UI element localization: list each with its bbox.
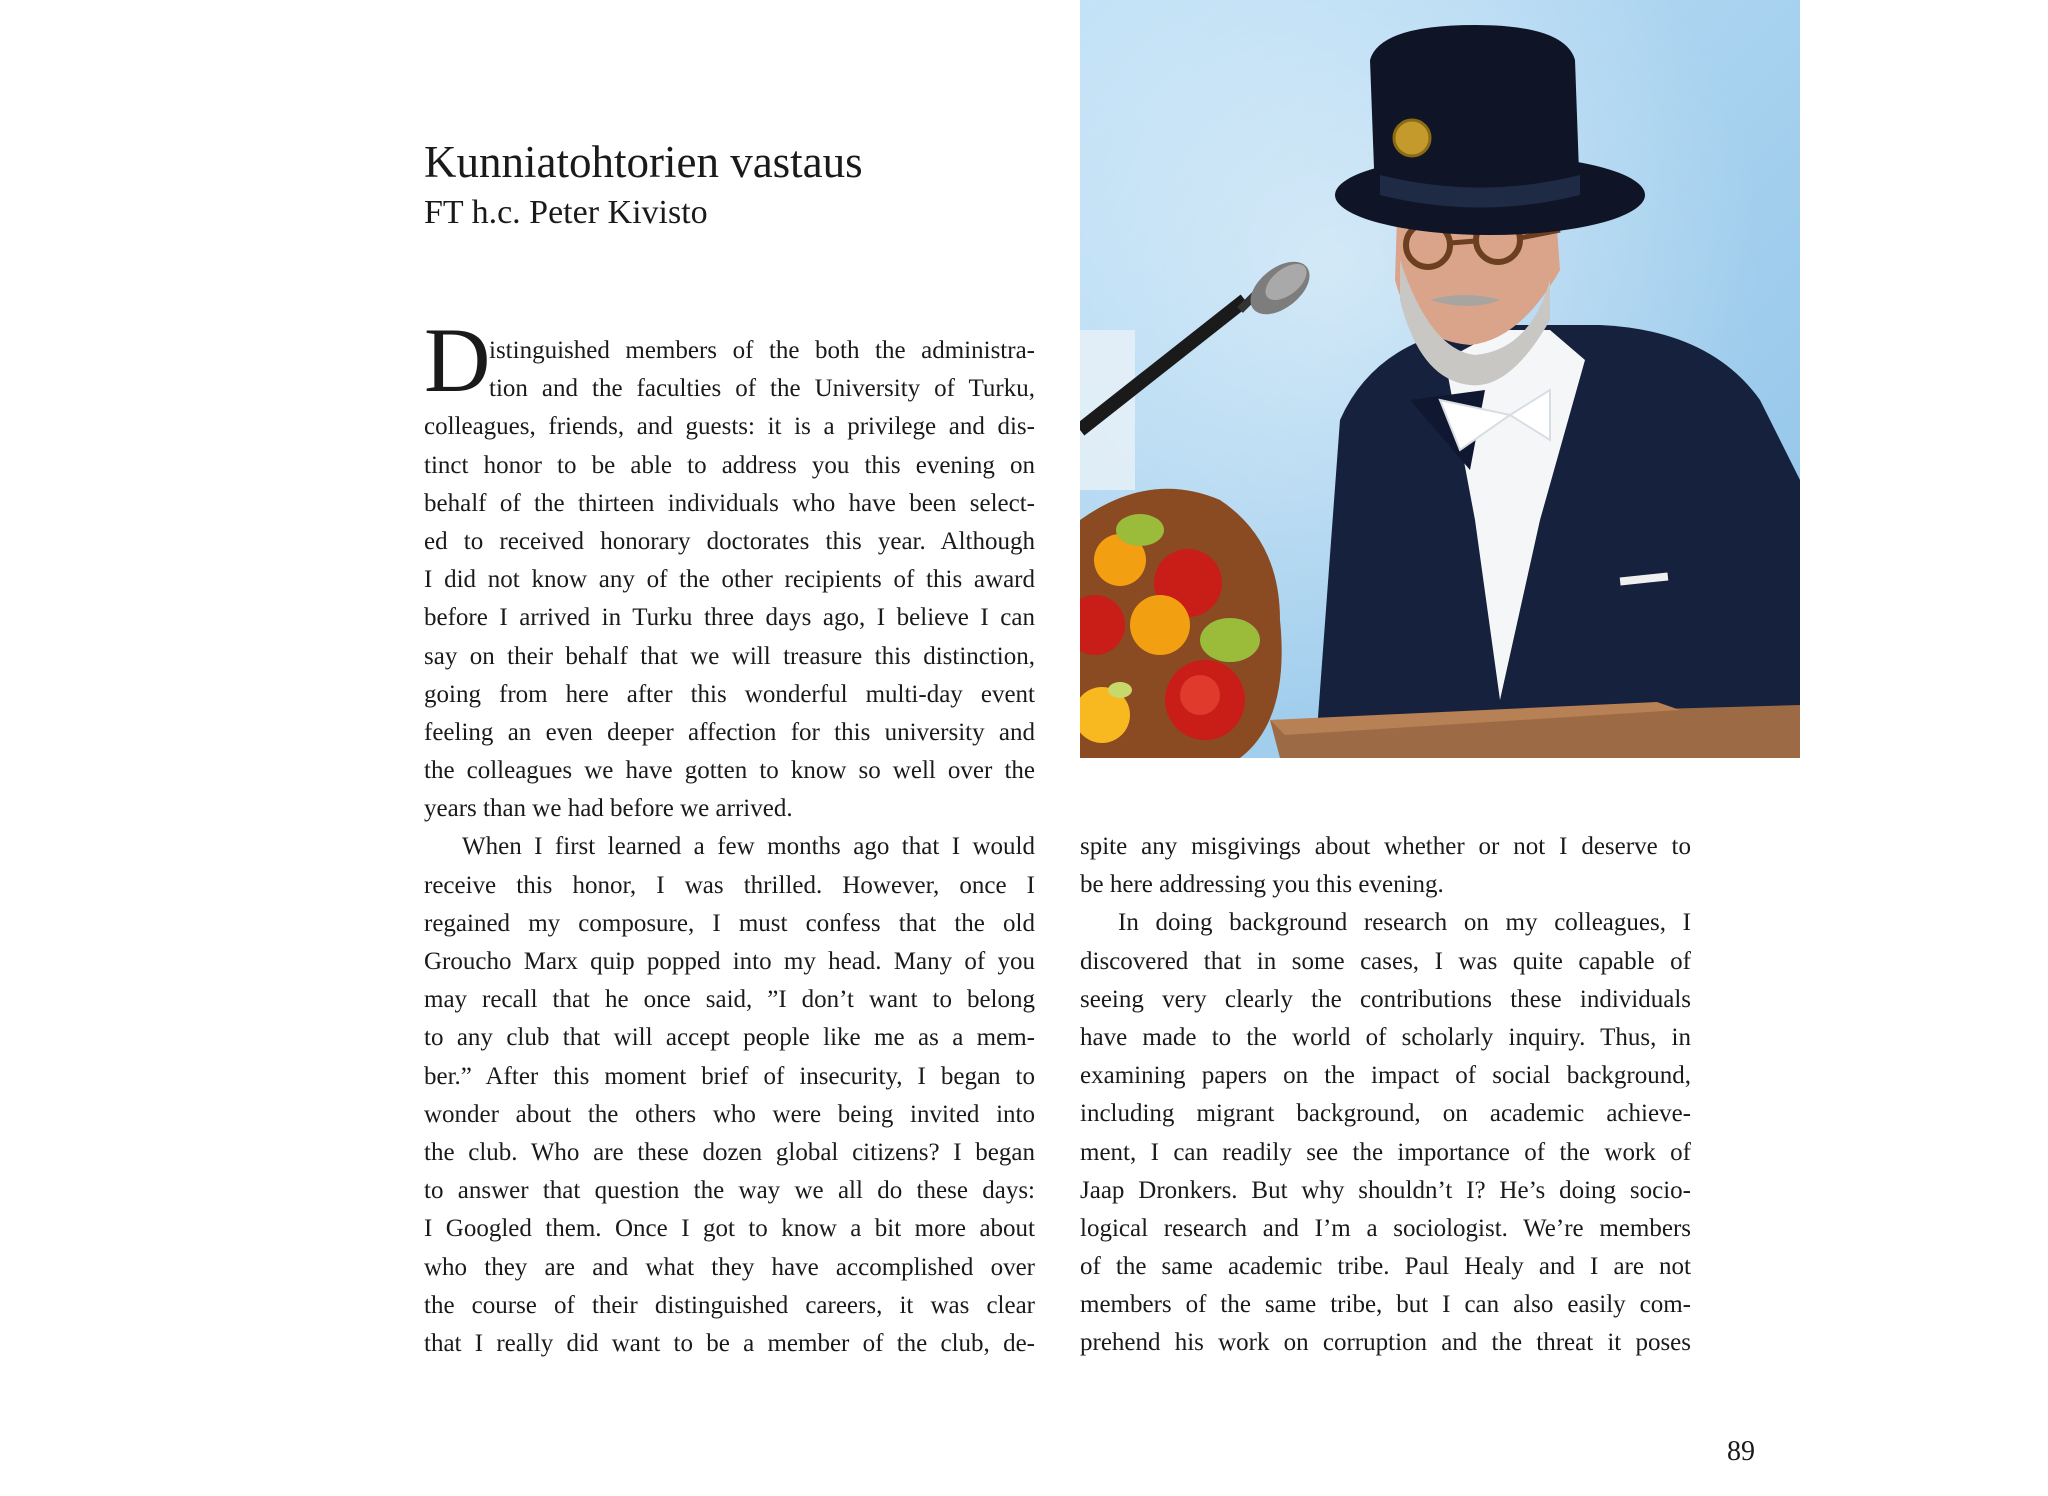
orange-rose — [1130, 595, 1190, 655]
text-line: including migrant background, on academic achieve- — [1080, 1100, 1691, 1128]
text-line: the club. Who are these dozen global citizens? I began — [424, 1138, 1035, 1166]
text-line: When I first learned a few months ago that I would — [462, 833, 1035, 861]
text-line: receive this honor, I was thrilled. However, once I — [424, 871, 1035, 899]
text-line: istinguished members of the both the administra- — [489, 337, 1035, 364]
text-line: ment, I can readily see the importance of the work of — [1080, 1138, 1691, 1166]
right-column — [1080, 828, 1691, 1363]
text-line: seeing very clearly the contributions these individuals — [1080, 985, 1691, 1013]
text-line: logical research and I’m a sociologist. We’re members — [1080, 1214, 1691, 1242]
text-line: before I arrived in Turku three days ago, I believe I can — [424, 604, 1035, 632]
text-line: years than we had before we arrived. — [424, 795, 793, 823]
text-line: examining papers on the impact of social background, — [1080, 1062, 1691, 1090]
text-line: may recall that he once said, ”I don’t want to belong — [424, 986, 1035, 1014]
text-line: tinct honor to be able to address you this evening on — [424, 451, 1035, 479]
left-column — [424, 332, 1035, 1363]
page-number: 89 — [1727, 1436, 1755, 1467]
speaker-photo-illustration — [1080, 0, 1800, 758]
text-line: who they are and what they have accomplished over — [424, 1253, 1035, 1281]
text-line: ed to received honorary doctorates this year. Although — [424, 527, 1035, 555]
text-line: of the same academic tribe. Paul Healy and I are not — [1080, 1253, 1691, 1281]
article-author: FT h.c. Peter Kivisto — [424, 194, 708, 231]
speaker-photo — [1080, 0, 1800, 758]
text-line: Groucho Marx quip popped into my head. Many of you — [424, 948, 1035, 975]
text-line: wonder about the others who were being invited into — [424, 1100, 1035, 1128]
text-line: have made to the world of scholarly inquiry. Thus, in — [1080, 1023, 1691, 1051]
text-line: be here addressing you this evening. — [1080, 871, 1444, 899]
text-line: In doing background research on my colleagues, I — [1118, 909, 1691, 937]
text-line: the course of their distinguished careers, it was clear — [424, 1291, 1035, 1319]
text-line: ber.” After this moment brief of insecurity, I began to — [424, 1062, 1035, 1090]
text-line: regained my composure, I must confess that the old — [424, 909, 1035, 937]
text-line: prehend his work on corruption and the threat it poses — [1080, 1329, 1691, 1357]
text-line: to any club that will accept people like me as a mem- — [424, 1024, 1035, 1052]
text-line: behalf of the thirteen individuals who have been select- — [424, 489, 1035, 517]
text-line: to answer that question the way we all do these days: — [424, 1177, 1035, 1205]
text-line: Jaap Dronkers. But why shouldn’t I? He’s doing socio- — [1080, 1176, 1691, 1204]
text-line: I Googled them. Once I got to know a bit more about — [424, 1215, 1035, 1243]
drop-cap: D — [424, 309, 491, 411]
text-line: the colleagues we have gotten to know so well over the — [424, 757, 1035, 785]
text-line: discovered that in some cases, I was quite capable of — [1080, 947, 1691, 975]
text-line: going from here after this wonderful multi-day event — [424, 680, 1035, 708]
text-line: tion and the faculties of the University of Turku, — [489, 375, 1035, 403]
text-line: spite any misgivings about whether or not I deserve to — [1080, 833, 1691, 860]
text-line: colleagues, friends, and guests: it is a privilege and dis- — [424, 413, 1035, 441]
text-line: feeling an even deeper affection for this university and — [424, 718, 1035, 746]
text-line: I did not know any of the other recipients of this award — [424, 566, 1035, 594]
article-title: Kunniatohtorien vastaus — [424, 137, 863, 187]
text-line: say on their behalf that we will treasure this distinction, — [424, 642, 1035, 670]
text-line: members of the same tribe, but I can also easily com- — [1080, 1291, 1691, 1319]
hat-emblem — [1394, 120, 1430, 156]
orchid — [1200, 618, 1260, 662]
text-line: that I really did want to be a member of the club, de- — [424, 1329, 1035, 1357]
